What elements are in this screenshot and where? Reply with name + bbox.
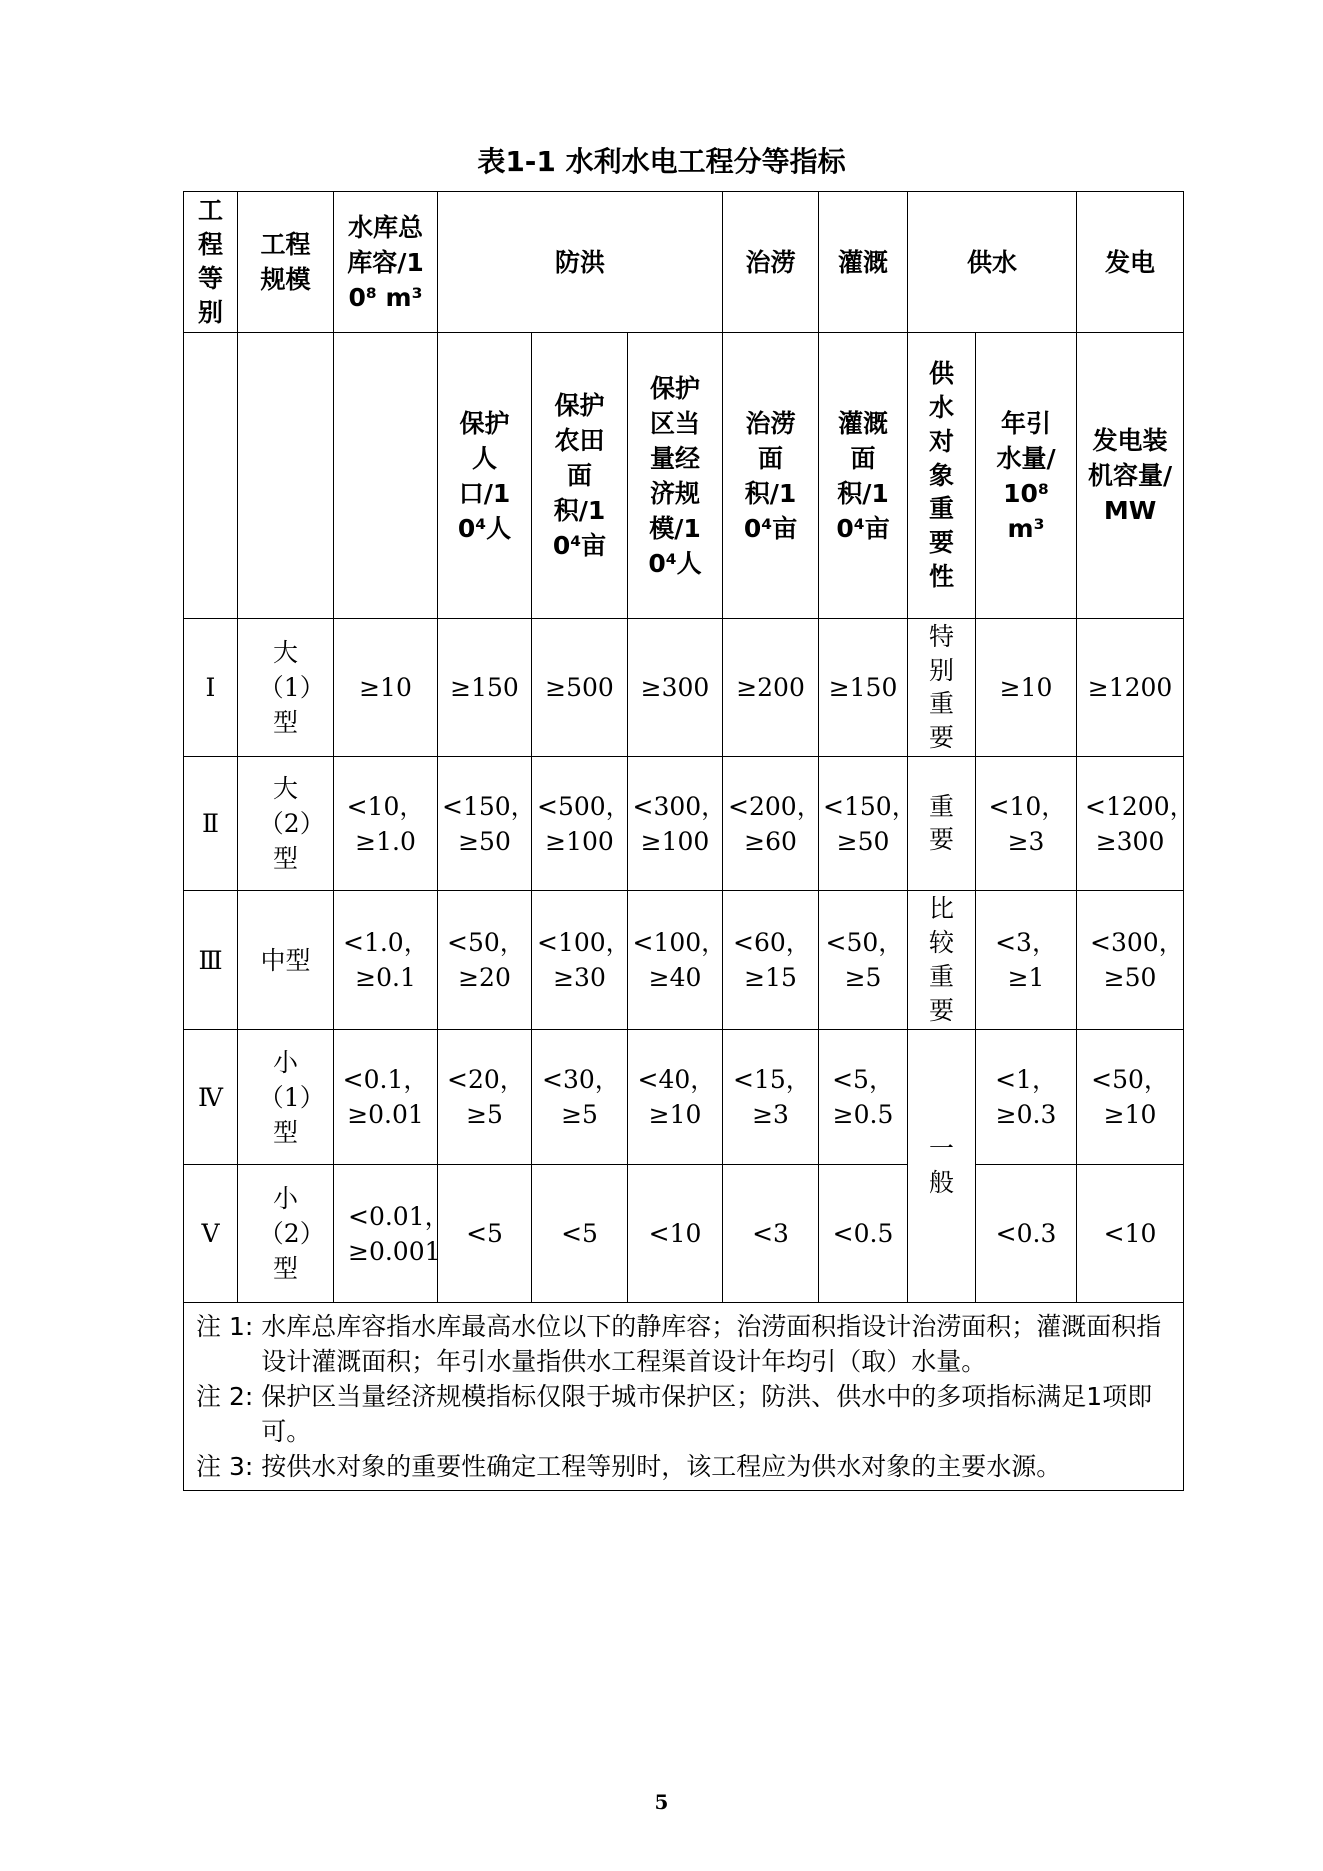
- notes-row: [184, 1303, 1184, 1491]
- cell-annual-water: <1，≥0.3: [976, 1030, 1077, 1165]
- cell-drainage: <200，≥60: [723, 757, 819, 891]
- header-drainage: 治涝: [723, 192, 819, 333]
- subheader-empty: [334, 333, 438, 619]
- cell-power: <50，≥10: [1077, 1030, 1184, 1165]
- cell-economic: <10: [628, 1165, 723, 1303]
- cell-capacity: <1.0，≥0.1: [334, 891, 438, 1030]
- note-3: 注 3: 按供水对象的重要性确定工程等别时，该工程应为供水对象的主要水源。: [196, 1452, 1062, 1481]
- cell-annual-water: <10，≥3: [976, 757, 1077, 891]
- subheader-supply-importance: 供水对象重要性: [908, 333, 976, 619]
- notes-cell: [184, 1303, 1184, 1491]
- cell-capacity: <0.1，≥0.01: [334, 1030, 438, 1165]
- header-water-supply: 供水: [908, 192, 1077, 333]
- cell-population: <150，≥50: [438, 757, 532, 891]
- cell-population: <20，≥5: [438, 1030, 532, 1165]
- cell-power: <10: [1077, 1165, 1184, 1303]
- cell-irrigation: ≥150: [819, 619, 908, 757]
- cell-capacity: <10，≥1.0: [334, 757, 438, 891]
- header-scale: 工程规模: [238, 192, 334, 333]
- cell-power: <1200，≥300: [1077, 757, 1184, 891]
- cell-importance: 重要: [908, 757, 976, 891]
- cell-drainage: <15，≥3: [723, 1030, 819, 1165]
- note-1: 注 1: 水库总库容指水库最高水位以下的静库容；治涝面积指设计治涝面积；灌溉面积指设计灌溉面积；年引水量指供水工程渠首设计年均引（取）水量。: [196, 1312, 1162, 1376]
- header-irrigation: 灌溉: [819, 192, 908, 333]
- page-number: 5: [654, 1790, 669, 1814]
- header-rank: 工程等别: [184, 192, 238, 333]
- cell-rank: Ⅴ: [184, 1165, 238, 1303]
- cell-capacity: <0.01，≥0.001: [334, 1165, 438, 1303]
- subheader-economic-scale: 保护区当量经济规模/10⁴人: [628, 333, 723, 619]
- cell-scale: 小（2）型: [238, 1165, 334, 1303]
- cell-annual-water: ≥10: [976, 619, 1077, 757]
- table-row: [184, 757, 1184, 891]
- cell-population: <5: [438, 1165, 532, 1303]
- cell-importance: 一般: [908, 1030, 976, 1303]
- cell-population: ≥150: [438, 619, 532, 757]
- subheader-empty: [238, 333, 334, 619]
- subheader-irrigation-area: 灌溉面积/10⁴亩: [819, 333, 908, 619]
- cell-economic: <100，≥40: [628, 891, 723, 1030]
- cell-scale: 大（2）型: [238, 757, 334, 891]
- note-2: 注 2: 保护区当量经济规模指标仅限于城市保护区；防洪、供水中的多项指标满足1项即可。: [196, 1382, 1153, 1446]
- cell-scale: 中型: [238, 891, 334, 1030]
- cell-scale: 小（1）型: [238, 1030, 334, 1165]
- cell-irrigation: <150，≥50: [819, 757, 908, 891]
- cell-farmland: <100，≥30: [532, 891, 628, 1030]
- table-caption: 表1-1 水利水电工程分等指标: [477, 145, 846, 178]
- cell-power: <300，≥50: [1077, 891, 1184, 1030]
- cell-rank: Ⅱ: [184, 757, 238, 891]
- table-row: [184, 1165, 1184, 1303]
- subheader-annual-water: 年引水量/10⁸ m³: [976, 333, 1077, 619]
- cell-annual-water: <3，≥1: [976, 891, 1077, 1030]
- cell-importance: 特别重要: [908, 619, 976, 757]
- subheader-empty: [184, 333, 238, 619]
- cell-rank: Ⅳ: [184, 1030, 238, 1165]
- cell-farmland: <5: [532, 1165, 628, 1303]
- cell-economic: ≥300: [628, 619, 723, 757]
- cell-economic: <40，≥10: [628, 1030, 723, 1165]
- table-row: [184, 1030, 1184, 1165]
- cell-irrigation: <0.5: [819, 1165, 908, 1303]
- cell-farmland: <30，≥5: [532, 1030, 628, 1165]
- cell-rank: Ⅲ: [184, 891, 238, 1030]
- cell-irrigation: <5，≥0.5: [819, 1030, 908, 1165]
- subheader-installed-capacity: 发电装机容量/MW: [1077, 333, 1184, 619]
- cell-scale: 大（1）型: [238, 619, 334, 757]
- cell-economic: <300，≥100: [628, 757, 723, 891]
- cell-rank: Ⅰ: [184, 619, 238, 757]
- subheader-protected-population: 保护人口/10⁴人: [438, 333, 532, 619]
- subheader-protected-farmland: 保护农田面积/10⁴亩: [532, 333, 628, 619]
- cell-irrigation: <50，≥5: [819, 891, 908, 1030]
- cell-drainage: <3: [723, 1165, 819, 1303]
- table-row: [184, 891, 1184, 1030]
- table-row: [184, 619, 1184, 757]
- cell-importance: 比较重要: [908, 891, 976, 1030]
- classification-table: [183, 191, 1195, 1491]
- cell-drainage: <60，≥15: [723, 891, 819, 1030]
- cell-annual-water: <0.3: [976, 1165, 1077, 1303]
- cell-farmland: ≥500: [532, 619, 628, 757]
- cell-drainage: ≥200: [723, 619, 819, 757]
- cell-capacity: ≥10: [334, 619, 438, 757]
- cell-power: ≥1200: [1077, 619, 1184, 757]
- header-power: 发电: [1077, 192, 1184, 333]
- subheader-drainage-area: 治涝面积/10⁴亩: [723, 333, 819, 619]
- cell-population: <50，≥20: [438, 891, 532, 1030]
- header-flood: 防洪: [438, 192, 723, 333]
- header-capacity: 水库总库容/10⁸ m³: [334, 192, 438, 333]
- cell-farmland: <500，≥100: [532, 757, 628, 891]
